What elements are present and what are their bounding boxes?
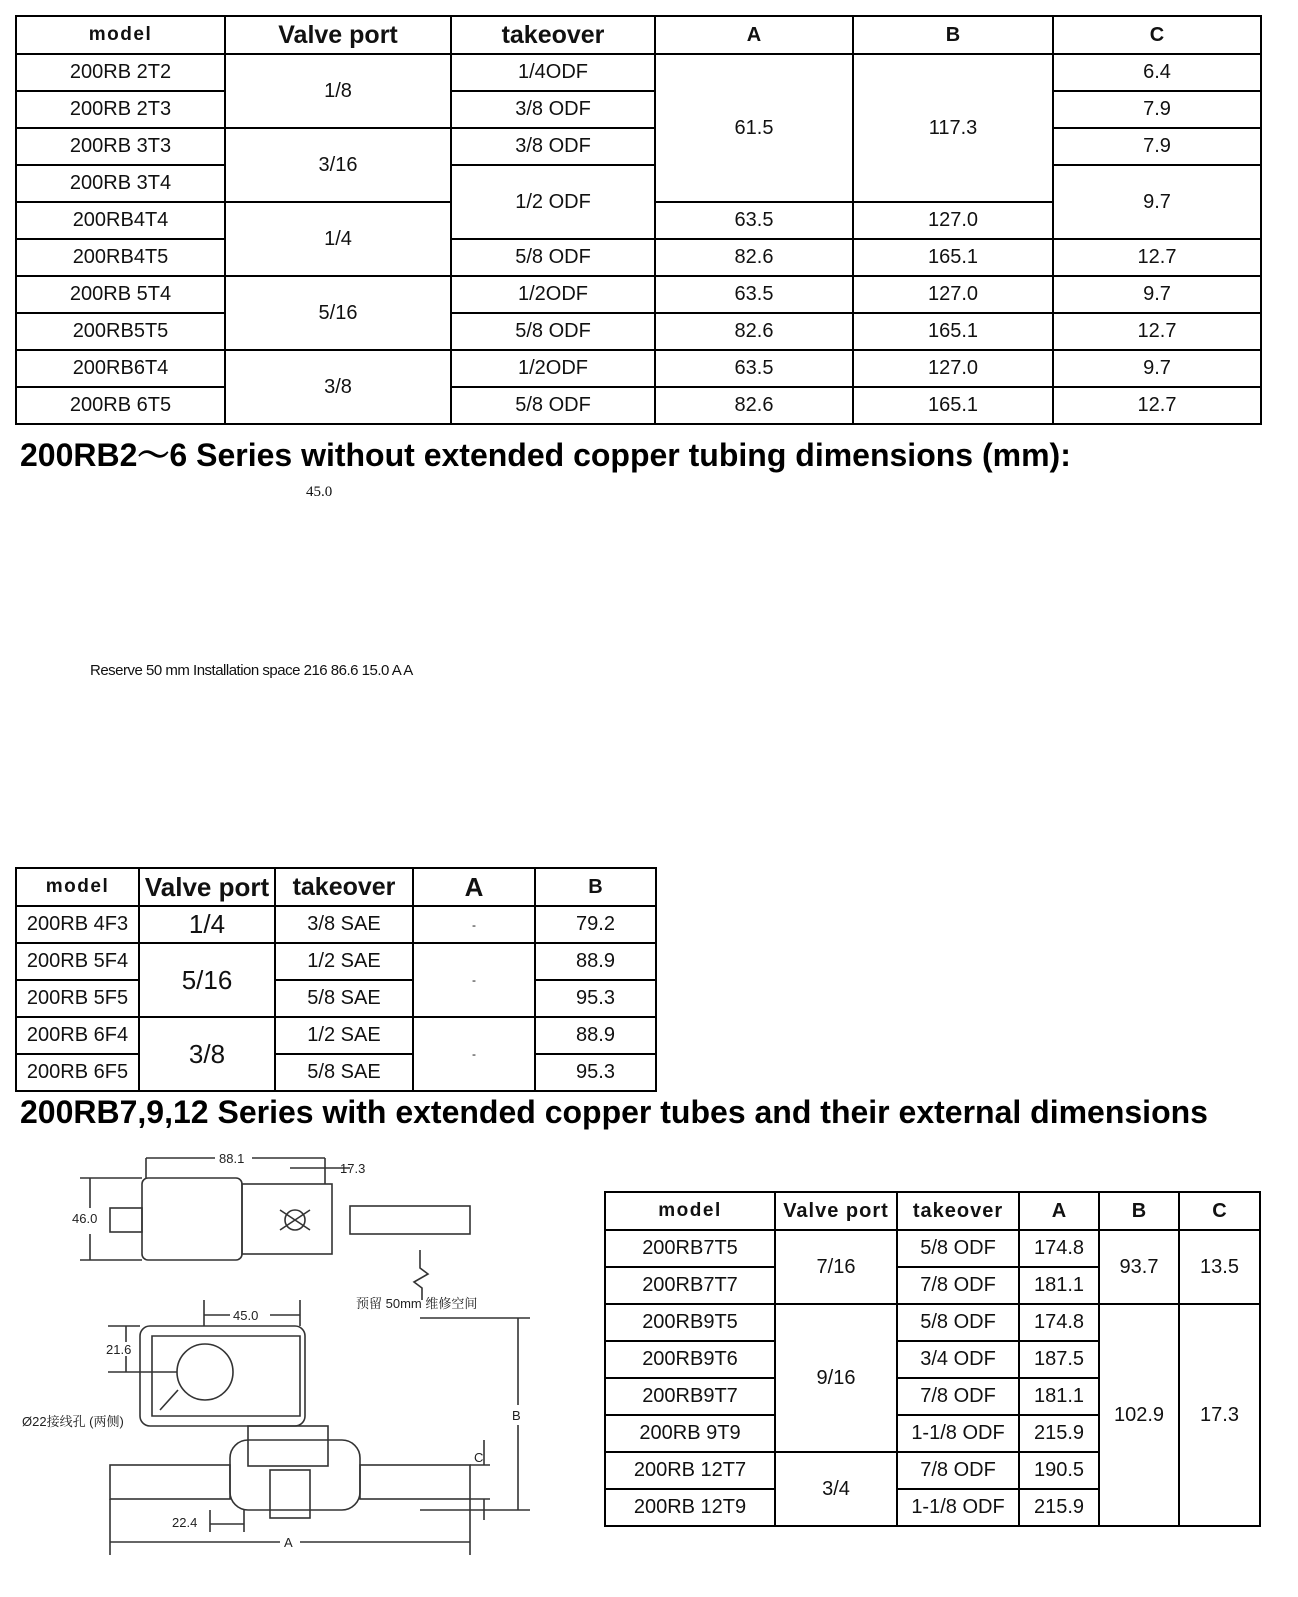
table-row xyxy=(605,1304,1260,1341)
model-cell: 200RB9T6 xyxy=(605,1341,775,1378)
wiring-hole xyxy=(177,1344,233,1400)
header-b: B xyxy=(1099,1192,1179,1230)
header-model: model xyxy=(16,16,225,54)
takeover-cell: 1/2ODF xyxy=(451,350,655,387)
header-model: model xyxy=(605,1192,775,1230)
model-cell: 200RB 4F3 xyxy=(16,906,139,943)
section-heading-2-6: 200RB2～6 Series without extended copper tubing dimensions (mm): xyxy=(20,437,1071,473)
header-takeover: takeover xyxy=(451,16,655,54)
port-cell: 3/8 xyxy=(225,350,451,424)
takeover-cell: 1/4ODF xyxy=(451,54,655,91)
coil-inner xyxy=(152,1336,300,1416)
valve-stem xyxy=(248,1426,328,1466)
break-line xyxy=(414,1250,428,1300)
takeover-cell: 1/2 SAE xyxy=(275,943,413,980)
takeover-cell: 5/8 SAE xyxy=(275,980,413,1017)
takeover-cell: 5/8 ODF xyxy=(451,387,655,424)
b-cell: 95.3 xyxy=(535,980,656,1017)
a-cell: 61.5 xyxy=(655,54,853,202)
a-cell: 63.5 xyxy=(655,350,853,387)
model-cell: 200RB9T7 xyxy=(605,1378,775,1415)
valve-base xyxy=(270,1470,310,1518)
model-cell: 200RB9T5 xyxy=(605,1304,775,1341)
table-row xyxy=(605,1230,1260,1267)
header-takeover: takeover xyxy=(897,1192,1019,1230)
takeover-cell: 1/2ODF xyxy=(451,276,655,313)
port-cell: 1/4 xyxy=(139,906,275,943)
table-row xyxy=(16,165,1261,202)
c-cell: 6.4 xyxy=(1053,54,1261,91)
model-cell: 200RB6T4 xyxy=(16,350,225,387)
port-cell: 1/8 xyxy=(225,54,451,128)
a-cell: 174.8 xyxy=(1019,1230,1099,1267)
model-cell: 200RB 12T9 xyxy=(605,1489,775,1526)
left-tube-stub xyxy=(110,1208,142,1232)
model-cell: 200RB 3T4 xyxy=(16,165,225,202)
takeover-cell: 1-1/8 ODF xyxy=(897,1415,1019,1452)
takeover-cell: 7/8 ODF xyxy=(897,1452,1019,1489)
model-cell: 200RB 3T3 xyxy=(16,128,225,165)
right-tube xyxy=(350,1206,470,1234)
b-cell: 88.9 xyxy=(535,1017,656,1054)
table-row xyxy=(16,387,1261,424)
a-cell: - xyxy=(413,1017,535,1091)
model-cell: 200RB 6T5 xyxy=(16,387,225,424)
c-cell: 9.7 xyxy=(1053,276,1261,313)
coil-bracket-top xyxy=(242,1184,332,1254)
takeover-cell: 7/8 ODF xyxy=(897,1378,1019,1415)
table-header-row xyxy=(605,1192,1260,1230)
b-cell: 117.3 xyxy=(853,54,1053,202)
header-a: A xyxy=(413,868,535,906)
header-b: B xyxy=(853,16,1053,54)
port-cell: 3/8 xyxy=(139,1017,275,1091)
b-cell: 127.0 xyxy=(853,350,1053,387)
takeover-cell: 3/8 SAE xyxy=(275,906,413,943)
port-cell: 5/16 xyxy=(139,943,275,1017)
dim-45: 45.0 xyxy=(233,1308,259,1323)
table-row xyxy=(16,350,1261,387)
c-cell: 12.7 xyxy=(1053,387,1261,424)
dim-17: 17.3 xyxy=(340,1161,366,1176)
section-heading-7-12: 200RB7,9,12 Series with extended copper tubes and their external dimensions xyxy=(20,1094,1208,1130)
b-cell: 88.9 xyxy=(535,943,656,980)
model-cell: 200RB 12T7 xyxy=(605,1452,775,1489)
takeover-cell: 1-1/8 ODF xyxy=(897,1489,1019,1526)
port-cell: 7/16 xyxy=(775,1230,897,1304)
takeover-cell: 5/8 ODF xyxy=(451,239,655,276)
model-cell: 200RB4T4 xyxy=(16,202,225,239)
b-cell: 127.0 xyxy=(853,202,1053,239)
dim-21: 21.6 xyxy=(106,1342,132,1357)
c-cell: 13.5 xyxy=(1179,1230,1260,1304)
b-cell: 165.1 xyxy=(853,313,1053,350)
table-row xyxy=(16,1054,656,1091)
table-header-row xyxy=(16,16,1261,54)
valve-technical-drawing xyxy=(0,1140,560,1570)
dimension-table-2-6-series xyxy=(15,15,1262,425)
model-cell: 200RB 9T9 xyxy=(605,1415,775,1452)
port-cell: 3/4 xyxy=(775,1452,897,1526)
port-cell: 9/16 xyxy=(775,1304,897,1452)
model-cell: 200RB4T5 xyxy=(16,239,225,276)
table-row xyxy=(16,276,1261,313)
table-row xyxy=(16,128,1261,165)
coil-body-top xyxy=(142,1178,242,1260)
label-c: C xyxy=(474,1450,484,1465)
takeover-cell: 3/4 ODF xyxy=(897,1341,1019,1378)
b-cell: 79.2 xyxy=(535,906,656,943)
table-row xyxy=(16,943,656,980)
a-cell: 181.1 xyxy=(1019,1267,1099,1304)
a-cell: 187.5 xyxy=(1019,1341,1099,1378)
header-model: model xyxy=(16,868,139,906)
dim-46: 46.0 xyxy=(72,1211,98,1226)
model-cell: 200RB7T5 xyxy=(605,1230,775,1267)
model-cell: 200RB 5F4 xyxy=(16,943,139,980)
model-cell: 200RB 6F5 xyxy=(16,1054,139,1091)
table-row xyxy=(16,313,1261,350)
dim-22: 22.4 xyxy=(172,1515,198,1530)
c-cell: 9.7 xyxy=(1053,350,1261,387)
c-cell: 9.7 xyxy=(1053,165,1261,239)
takeover-cell: 7/8 ODF xyxy=(897,1267,1019,1304)
a-cell: 215.9 xyxy=(1019,1489,1099,1526)
takeover-cell: 1/2 ODF xyxy=(451,165,655,239)
a-cell: 174.8 xyxy=(1019,1304,1099,1341)
c-cell: 7.9 xyxy=(1053,128,1261,165)
b-cell: 165.1 xyxy=(853,387,1053,424)
left-outlet-tube xyxy=(110,1465,230,1499)
coil-body-side xyxy=(140,1326,305,1426)
model-cell: 200RB 5F5 xyxy=(16,980,139,1017)
port-cell: 5/16 xyxy=(225,276,451,350)
a-cell: - xyxy=(413,943,535,1017)
model-cell: 200RB 6F4 xyxy=(16,1017,139,1054)
a-cell: 181.1 xyxy=(1019,1378,1099,1415)
b-cell: 95.3 xyxy=(535,1054,656,1091)
header-c: C xyxy=(1053,16,1261,54)
model-cell: 200RB 2T2 xyxy=(16,54,225,91)
table-header-row xyxy=(16,868,656,906)
model-cell: 200RB5T5 xyxy=(16,313,225,350)
takeover-cell: 3/8 ODF xyxy=(451,128,655,165)
takeover-cell: 5/8 ODF xyxy=(897,1304,1019,1341)
a-cell: 82.6 xyxy=(655,239,853,276)
table-row xyxy=(16,980,656,1017)
label-a: A xyxy=(284,1535,293,1550)
b-cell: 165.1 xyxy=(853,239,1053,276)
table-row xyxy=(16,239,1261,276)
takeover-cell: 5/8 ODF xyxy=(897,1230,1019,1267)
table-row xyxy=(16,91,1261,128)
header-a: A xyxy=(655,16,853,54)
c-cell: 7.9 xyxy=(1053,91,1261,128)
header-takeover: takeover xyxy=(275,868,413,906)
right-outlet-tube xyxy=(360,1465,470,1499)
a-cell: 63.5 xyxy=(655,276,853,313)
header-b: B xyxy=(535,868,656,906)
takeover-cell: 5/8 SAE xyxy=(275,1054,413,1091)
installation-note: Reserve 50 mm Installation space 216 86.6 15.0 A A xyxy=(90,662,413,679)
port-cell: 1/4 xyxy=(225,202,451,276)
hole-label: Ø22接线孔 (两侧) xyxy=(22,1414,124,1429)
dimension-note: 45.0 xyxy=(306,484,333,500)
takeover-cell: 3/8 ODF xyxy=(451,91,655,128)
header-a: A xyxy=(1019,1192,1099,1230)
header-valve-port: Valve port xyxy=(225,16,451,54)
a-cell: 63.5 xyxy=(655,202,853,239)
takeover-cell: 5/8 ODF xyxy=(451,313,655,350)
c-cell: 17.3 xyxy=(1179,1304,1260,1526)
dimension-table-sae xyxy=(15,867,657,1092)
a-cell: 82.6 xyxy=(655,313,853,350)
b-cell: 127.0 xyxy=(853,276,1053,313)
a-cell: 190.5 xyxy=(1019,1452,1099,1489)
header-valve-port: Valve port xyxy=(775,1192,897,1230)
a-cell: - xyxy=(413,906,535,943)
label-b: B xyxy=(512,1408,521,1423)
table-row xyxy=(16,1017,656,1054)
model-cell: 200RB 2T3 xyxy=(16,91,225,128)
c-cell: 12.7 xyxy=(1053,239,1261,276)
model-cell: 200RB 5T4 xyxy=(16,276,225,313)
a-cell: 82.6 xyxy=(655,387,853,424)
reserve-label: 预留 50mm 维修空间 xyxy=(356,1296,478,1311)
dim-88: 88.1 xyxy=(219,1151,245,1166)
takeover-cell: 1/2 SAE xyxy=(275,1017,413,1054)
c-cell: 12.7 xyxy=(1053,313,1261,350)
a-cell: 215.9 xyxy=(1019,1415,1099,1452)
model-cell: 200RB7T7 xyxy=(605,1267,775,1304)
dimension-table-7-12-series xyxy=(604,1191,1261,1527)
header-c: C xyxy=(1179,1192,1260,1230)
b-cell: 102.9 xyxy=(1099,1304,1179,1526)
valve-body xyxy=(230,1440,360,1510)
b-cell: 93.7 xyxy=(1099,1230,1179,1304)
port-cell: 3/16 xyxy=(225,128,451,202)
header-valve-port: Valve port xyxy=(139,868,275,906)
table-row xyxy=(16,906,656,943)
table-row xyxy=(16,54,1261,91)
